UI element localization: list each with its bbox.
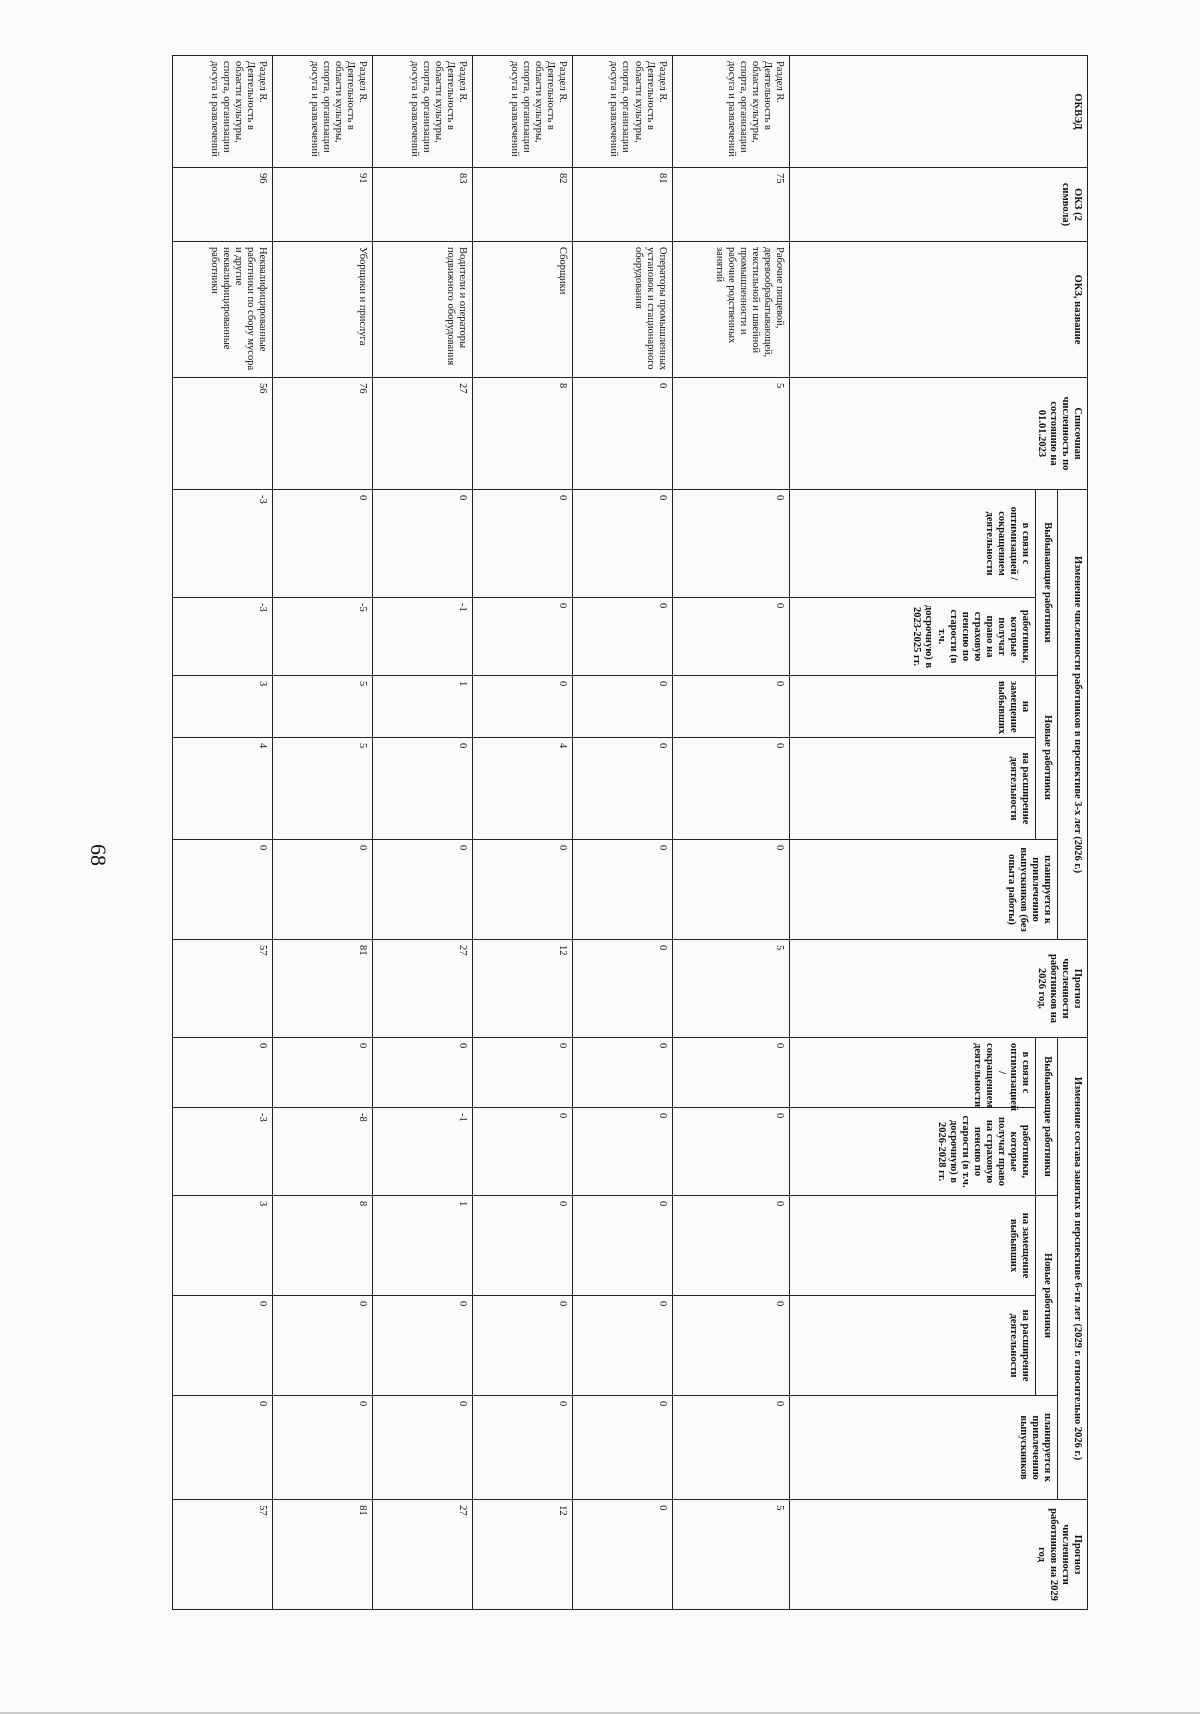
cell-pen6: 0 (472, 1108, 572, 1196)
header-plan-grads-3y: планируется к привлечению выпускников (без опыта работы) (790, 840, 1058, 940)
cell-gr3: 0 (672, 840, 789, 940)
header-forecast-2029: Прогноз численности работников на 2029 год (790, 1500, 1088, 1610)
cell-name: Операторы промышленных установок и стационарного оборудования (572, 242, 672, 378)
cell-rep6: 0 (572, 1196, 672, 1296)
cell-opt3: 0 (472, 490, 572, 598)
cell-f2029: 12 (472, 1500, 572, 1610)
header-new-replace-3y: на замещение выбывших (790, 676, 1036, 738)
cell-gr3: 0 (472, 840, 572, 940)
cell-opt6: 0 (273, 1038, 373, 1108)
cell-exp3: 4 (472, 738, 572, 840)
cell-opt6: 0 (672, 1038, 789, 1108)
cell-pen3: -5 (273, 598, 373, 676)
header-forecast-2026: Прогноз численности работников на 2026 год. (790, 940, 1088, 1038)
header-leaving-optim-6y: в связи с оптимизацией / сокращением деятельности (790, 1038, 1036, 1108)
cell-f2026: 27 (372, 940, 472, 1038)
cell-f2029: 5 (672, 1500, 789, 1610)
cell-exp3: 4 (173, 738, 273, 840)
cell-rep6: 0 (672, 1196, 789, 1296)
cell-pen3: 0 (672, 598, 789, 676)
page-number: 68 (86, 844, 111, 866)
header-leaving-optim-3y: в связи с оптимизацией / сокращением деятельности (790, 490, 1036, 598)
cell-f2029: 0 (572, 1500, 672, 1610)
cell-opt6: 0 (472, 1038, 572, 1108)
document-sheet (172, 55, 1088, 1609)
cell-f2026: 12 (472, 940, 572, 1038)
cell-okz: 83 (372, 168, 472, 242)
cell-gr6: 0 (273, 1396, 373, 1500)
cell-gr6: 0 (572, 1396, 672, 1500)
cell-okved: Раздел R. Деятельность в области культуры, спорта, организации досуга и развлечений (472, 56, 572, 168)
cell-opt6: 0 (173, 1038, 273, 1108)
cell-opt3: 0 (372, 490, 472, 598)
cell-exp3: 0 (572, 738, 672, 840)
cell-okz: 75 (672, 168, 789, 242)
cell-exp3: 0 (672, 738, 789, 840)
header-new-workers-3y: Новые работники (1036, 676, 1058, 840)
table-row (672, 56, 789, 1610)
cell-exp6: 0 (173, 1296, 273, 1396)
cell-exp6: 0 (372, 1296, 472, 1396)
cell-okved: Раздел R. Деятельность в области культуры, спорта, организации досуга и развлечений (173, 56, 273, 168)
cell-hc2023: 0 (572, 378, 672, 490)
header-okved: ОКВЭД (790, 56, 1088, 168)
cell-okz: 96 (173, 168, 273, 242)
header-change-3y: Изменение численности работников в перспективе 3-х лет (2026 г.) (1058, 490, 1088, 940)
cell-f2026: 81 (273, 940, 373, 1038)
header-change-6y: Изменение состава занятых в перспективе 6-ти лет (2029 г. относительно 2026 г.) (1058, 1038, 1088, 1500)
cell-name: Неквалифицированные работники по сбору мусора и другие неквалифицированные работники (173, 242, 273, 378)
cell-exp6: 0 (273, 1296, 373, 1396)
cell-pen3: 0 (472, 598, 572, 676)
cell-f2026: 5 (672, 940, 789, 1038)
cell-gr6: 0 (372, 1396, 472, 1500)
cell-rep6: 0 (472, 1196, 572, 1296)
cell-rep3: 0 (672, 676, 789, 738)
cell-rep6: 3 (173, 1196, 273, 1296)
cell-okved: Раздел R. Деятельность в области культуры, спорта, организации досуга и развлечений (273, 56, 373, 168)
header-new-workers-6y: Новые работники (1036, 1196, 1058, 1396)
cell-f2029: 27 (372, 1500, 472, 1610)
cell-opt6: 0 (372, 1038, 472, 1108)
table-row (173, 56, 273, 1610)
cell-okved: Раздел R. Деятельность в области культуры, спорта, организации досуга и развлечений (672, 56, 789, 168)
header-leaving-6y: Выбывающие работники (1036, 1038, 1058, 1196)
cell-okz: 91 (273, 168, 373, 242)
cell-pen3: 0 (572, 598, 672, 676)
cell-opt3: 0 (572, 490, 672, 598)
header-new-replace-6y: на замещение выбывших (790, 1196, 1036, 1296)
cell-pen6: -1 (372, 1108, 472, 1196)
cell-gr6: 0 (672, 1396, 789, 1500)
cell-f2026: 0 (572, 940, 672, 1038)
cell-opt3: 0 (273, 490, 373, 598)
cell-opt3: -3 (173, 490, 273, 598)
cell-gr6: 0 (173, 1396, 273, 1500)
cell-rep6: 8 (273, 1196, 373, 1296)
cell-f2026: 57 (173, 940, 273, 1038)
table-row (572, 56, 672, 1610)
cell-rep6: 1 (372, 1196, 472, 1296)
cell-gr3: 0 (273, 840, 373, 940)
cell-hc2023: 27 (372, 378, 472, 490)
cell-opt6: 0 (572, 1038, 672, 1108)
table-row (472, 56, 572, 1610)
header-new-expand-3y: на расширение деятельности (790, 738, 1036, 840)
cell-pen6: -3 (173, 1108, 273, 1196)
header-okz-name: ОКЗ, название (790, 242, 1088, 378)
cell-hc2023: 76 (273, 378, 373, 490)
cell-gr3: 0 (372, 840, 472, 940)
cell-rep3: 0 (472, 676, 572, 738)
cell-rep3: 1 (372, 676, 472, 738)
table-row (372, 56, 472, 1610)
cell-exp6: 0 (472, 1296, 572, 1396)
cell-name: Сборщики (472, 242, 572, 378)
cell-okz: 81 (572, 168, 672, 242)
header-leaving-pension-6y: работники, которые получат право на страховую пенсию по старости (в т.ч. досрочную) в 2026-2028 гг. (790, 1108, 1036, 1196)
employment-table (172, 55, 1088, 1610)
table-row (273, 56, 373, 1610)
cell-opt3: 0 (672, 490, 789, 598)
header-new-expand-6y: на расширение деятельности (790, 1296, 1036, 1396)
cell-exp3: 5 (273, 738, 373, 840)
header-plan-grads-6y: планируется к привлечению выпускников (790, 1396, 1058, 1500)
cell-pen6: -8 (273, 1108, 373, 1196)
cell-hc2023: 8 (472, 378, 572, 490)
cell-okved: Раздел R. Деятельность в области культуры, спорта, организации досуга и развлечений (372, 56, 472, 168)
cell-pen3: -1 (372, 598, 472, 676)
cell-name: Уборщики и прислуга (273, 242, 373, 378)
cell-pen6: 0 (572, 1108, 672, 1196)
cell-rep3: 3 (173, 676, 273, 738)
cell-okved: Раздел R. Деятельность в области культуры, спорта, организации досуга и развлечений (572, 56, 672, 168)
cell-exp6: 0 (572, 1296, 672, 1396)
cell-exp6: 0 (672, 1296, 789, 1396)
cell-f2029: 81 (273, 1500, 373, 1610)
cell-gr3: 0 (572, 840, 672, 940)
cell-gr3: 0 (173, 840, 273, 940)
cell-exp3: 0 (372, 738, 472, 840)
cell-pen3: -3 (173, 598, 273, 676)
cell-f2029: 57 (173, 1500, 273, 1610)
cell-okz: 82 (472, 168, 572, 242)
cell-name: Водители и операторы подвижного оборудования (372, 242, 472, 378)
header-headcount-2023: Списочная численность по состоянию на 01.01.2023 (790, 378, 1088, 490)
header-leaving-pension-3y: работники, которые получат право на страховую пенсию по старости (в т.ч. досрочную) в 2023-2025 гг. (790, 598, 1036, 676)
cell-hc2023: 56 (173, 378, 273, 490)
cell-rep3: 5 (273, 676, 373, 738)
header-okz2: ОКЗ (2 символа) (790, 168, 1088, 242)
cell-rep3: 0 (572, 676, 672, 738)
cell-hc2023: 5 (672, 378, 789, 490)
cell-gr6: 0 (472, 1396, 572, 1500)
header-leaving-3y: Выбывающие работники (1036, 490, 1058, 676)
cell-name: Рабочие пищевой, деревообрабатывающей, текстильной и швейной промышленности и рабочие родственных занятий (672, 242, 789, 378)
cell-pen6: 0 (672, 1108, 789, 1196)
